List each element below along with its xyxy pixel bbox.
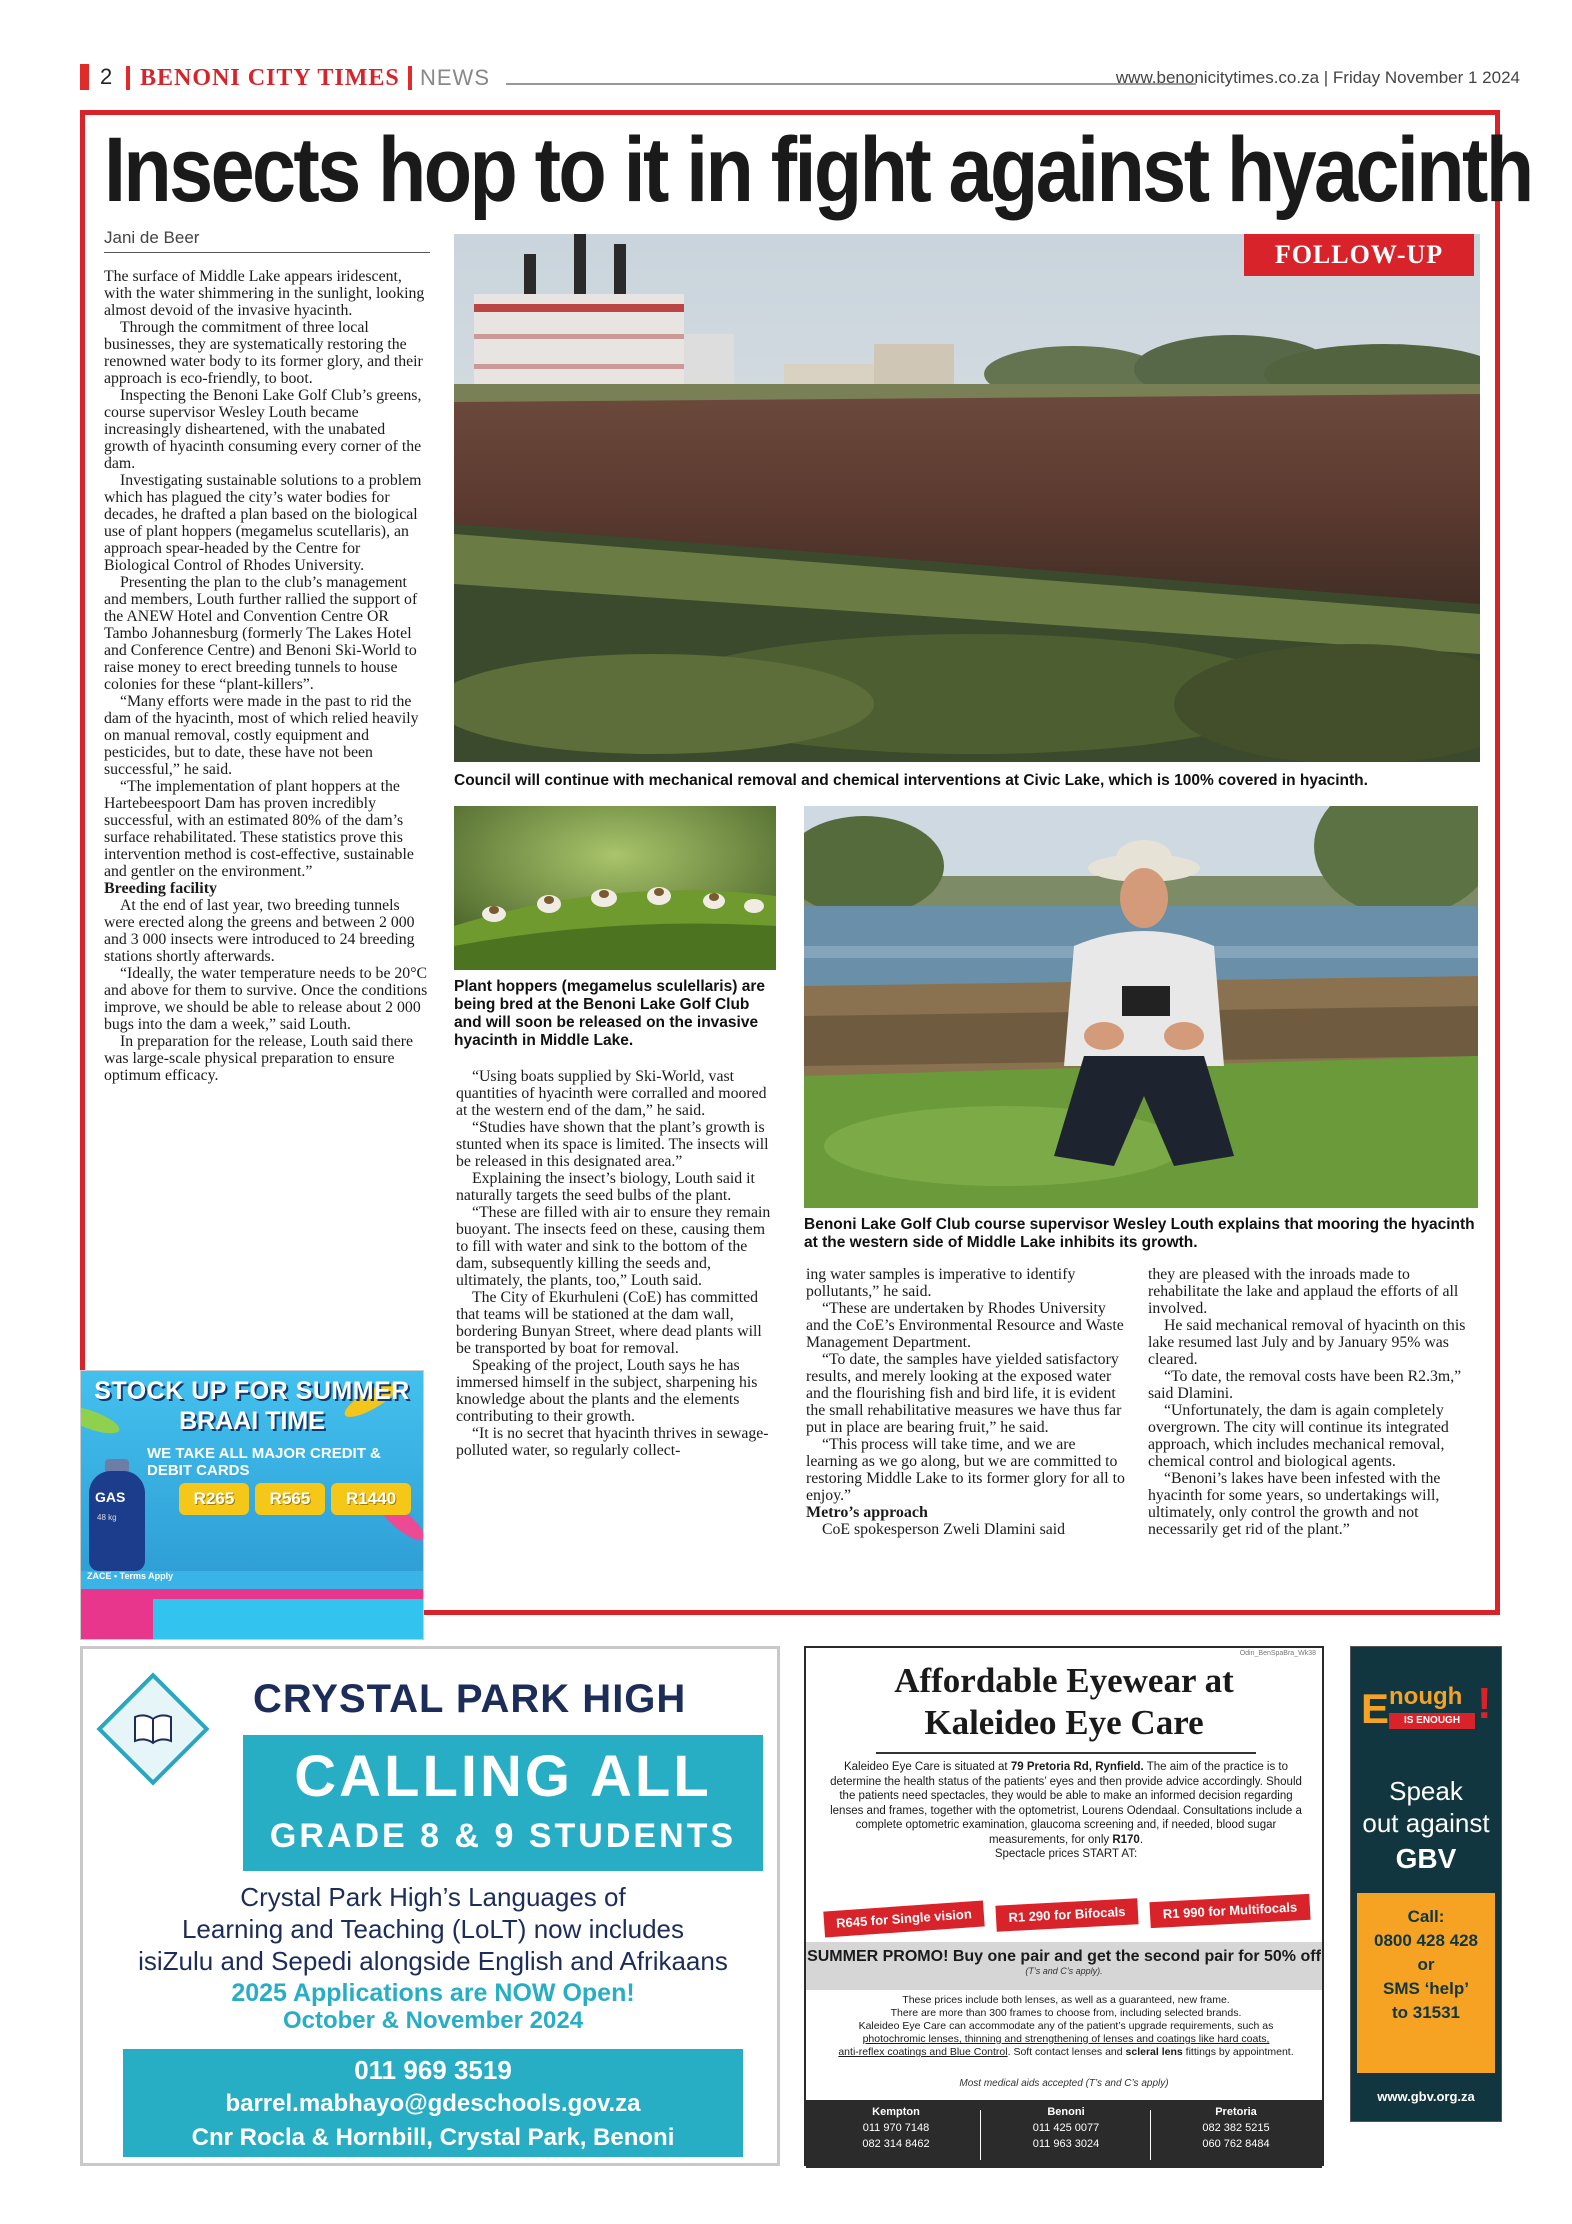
kaleideo-info (816, 1994, 1316, 2059)
intro-text: The aim of the practice is to determine the health status of the patients’ eyes and then provide advice accordingly. Should the patients need spectacles, they would be able to make an informed decision regarding lenses and frames, together with the optometrist, Lourens Odendaal. Consultations include a complete optometric examination, glaucoma screening and, if needed, blood sugar measurements, for only (830, 1761, 1302, 1846)
branch-name: Pretoria (1215, 2106, 1257, 2118)
helpline-number[interactable]: 0800 428 428 (1374, 1931, 1478, 1950)
paragraph: “Ideally, the water temperature needs to be 20°C and above for them to survive. Once the conditions improve, we should be able to release about 2 000 bugs into the dam a week,” said Louth. (104, 965, 428, 1033)
kaleideo-title-line: Affordable Eyewear at (894, 1661, 1234, 1700)
practice-address: 79 Pretoria Rd, Rynfield. (1010, 1761, 1144, 1773)
applications-open: 2025 Applications are NOW Open! (231, 1979, 635, 2007)
info-line: fittings by appointment. (1182, 2046, 1294, 2058)
title-rule (876, 1752, 1256, 1754)
school-name: CRYSTAL PARK HIGH (253, 1677, 687, 1721)
paragraph: The City of Ekurhuleni (CoE) has committed that teams will be stationed at the dam wall, bordering Bunyan Street, where dead plants will be transported by boat for removal. (456, 1289, 762, 1357)
branch-divider (980, 2110, 981, 2160)
sms-line: to 31531 (1391, 2003, 1461, 2022)
spectacle-prices (814, 1888, 1318, 1938)
masthead-red-mark (80, 64, 89, 90)
branch-name: Kempton (872, 2106, 920, 2118)
cards-accepted: WE TAKE ALL MAJOR CREDIT & DEBIT CARDS (147, 1445, 381, 1479)
paragraph: “It is no secret that hyacinth thrives in sewage-polluted water, so regularly collect- (456, 1425, 769, 1459)
info-line-underlined: anti-reflex coatings and Blue Control (838, 2046, 1008, 2058)
lake-photo (454, 234, 1480, 762)
page-number: 2 (100, 64, 113, 89)
helpline-box (1357, 1893, 1495, 2073)
masthead-divider (126, 66, 130, 90)
paragraph: “To date, the samples have yielded satisfactory results, and merely looking at the exposed water and the flourishing fish and bird life, it is evident the small rehabilitative measures we have thus far put in place are bearing fruit,” he said. (806, 1351, 1122, 1436)
braai-blue-box (153, 1599, 423, 1640)
paragraph: “These are undertaken by Rhodes University and the CoE’s Environmental Resource and Waste Management Department. (806, 1300, 1124, 1351)
article-column-4 (1148, 1266, 1478, 1611)
paragraph: The surface of Middle Lake appears iridescent, with the water shimmering in the sunlight, looking almost devoid of the invasive hyacinth. (104, 268, 425, 319)
lake-photo-image (454, 234, 1480, 762)
school-phone[interactable]: 011 969 3519 (354, 2055, 512, 2085)
gas-price: R1440 (331, 1483, 411, 1515)
paragraph: “Many efforts were made in the past to rid the dam of the hyacinth, most of which relied heavily on manual removal, costly equipment and pesticides, but to date, these have not been successful,” he said. (104, 693, 419, 778)
gas-label: GAS (95, 1489, 126, 1505)
or-label: or (1417, 1955, 1435, 1974)
branch-contacts (806, 2100, 1322, 2168)
plant-hoppers-image (454, 806, 776, 970)
subheading: Breeding facility (104, 880, 218, 897)
paragraph: Through the commitment of three local businesses, they are systematically restoring the renowned water body to its former glory, and their approach is eco-friendly, to boot. (104, 319, 423, 387)
gbv-website[interactable]: www.gbv.org.za (1377, 2089, 1475, 2104)
crystal-park-advert[interactable] (80, 1646, 780, 2166)
gas-price: R565 (255, 1483, 325, 1515)
lolt-line: Learning and Teaching (LoLT) now includes (181, 1914, 685, 1944)
kaleideo-intro (824, 1760, 1308, 1862)
paragraph: Speaking of the project, Louth says he has immersed himself in the subject, sharpening his knowledge about the plants and the elements contributing to their growth. (456, 1357, 758, 1425)
scleral-lens-text: scleral lens (1125, 2046, 1183, 2058)
article-column-2 (456, 1068, 778, 1608)
school-contact-box (123, 2049, 743, 2157)
braai-headline-1: STOCK UP FOR SUMMER (94, 1377, 410, 1405)
braai-footer: ZACE • Terms Apply (87, 1571, 174, 1581)
paragraph: ing water samples is imperative to identify pollutants,” he said. (806, 1266, 1076, 1300)
info-line: There are more than 300 frames to choose from, including selected brands. (890, 2007, 1242, 2019)
subheading: Metro’s approach (806, 1504, 928, 1521)
paragraph: CoE spokesperson Zweli Dlamini said (822, 1521, 1066, 1538)
enough-is-enough-logo (1361, 1679, 1491, 1739)
medical-aid-note: Most medical aids accepted (T’s and C’s apply) (959, 2078, 1169, 2089)
lake-photo-caption: Council will continue with mechanical removal and chemical interventions at Civic Lake, which is 100% covered in hyacinth. (454, 772, 1368, 789)
speak-out-text (1351, 1775, 1501, 1839)
ad-code: Odin_BenSpaBra_Wk38 (1239, 1650, 1316, 1657)
branch-phone[interactable]: 082 382 5215 (1202, 2122, 1270, 2134)
gbv-advert[interactable] (1350, 1646, 1502, 2122)
open-book-icon (131, 1707, 175, 1751)
branch-phone[interactable]: 011 963 3024 (1032, 2138, 1100, 2150)
paragraph: In preparation for the release, Louth said there was large-scale physical preparation to ensure optimum efficacy. (104, 1033, 413, 1084)
paragraph: Inspecting the Benoni Lake Golf Club’s greens, course supervisor Wesley Louth became increasingly disheartened, with the unabated growth of hyacinth consuming every corner of the dam. (104, 387, 422, 472)
lolt-text (103, 1881, 763, 1977)
site-and-date: www.benonicitytimes.co.za | Friday November 1 2024 (1115, 68, 1520, 87)
promo-terms: (T’s and C’s apply). (1025, 1966, 1103, 1976)
price-multifocals: R1 990 for Multifocals (1149, 1894, 1310, 1928)
branch-phone[interactable]: 082 314 8462 (862, 2138, 930, 2150)
wesley-louth-image (804, 806, 1478, 1208)
byline: Jani de Beer (104, 228, 430, 253)
masthead-rule (506, 83, 1196, 85)
calling-banner (243, 1735, 763, 1871)
kaleideo-title-line: Kaleideo Eye Care (924, 1703, 1204, 1742)
lolt-line: Crystal Park High’s Languages of (240, 1882, 626, 1912)
branch-pretoria (1156, 2104, 1316, 2152)
paragraph: Explaining the insect’s biology, Louth said it naturally targets the seed bulbs of the plant. (456, 1170, 755, 1204)
application-dates: October & November 2024 (282, 2007, 584, 2034)
paper-name: BENONI CITY TIMES (140, 65, 400, 91)
section-name: NEWS (420, 65, 490, 90)
paragraph: “This process will take time, and we are learning as we go along, but we are committed to restoring Middle Lake to its former glory for all to enjoy.” (806, 1436, 1125, 1504)
plant-hoppers-photo (454, 806, 776, 970)
spectacle-prices-heading: Spectacle prices START AT: (994, 1848, 1138, 1860)
grade-text: GRADE 8 & 9 STUDENTS (269, 1817, 737, 1855)
paragraph: “Using boats supplied by Ski-World, vast quantities of hyacinth were corralled and moored at the western end of the dam,” he said. (456, 1068, 767, 1119)
logo-exclamation: ! (1477, 1679, 1492, 1728)
logo-tagline: IS ENOUGH (1389, 1713, 1475, 1729)
promo-text: SUMMER PROMO! Buy one pair and get the second pair for 50% off (807, 1948, 1321, 1965)
branch-divider (1150, 2110, 1151, 2160)
wesley-louth-caption: Benoni Lake Golf Club course supervisor Wesley Louth explains that mooring the hyacinth at the western side of Middle Lake inhibits its growth. (804, 1216, 1475, 1251)
school-address: Cnr Rocla & Hornbill, Crystal Park, Benoni (191, 2124, 675, 2151)
logo-letter: E (1361, 1685, 1390, 1732)
article-column-1 (104, 268, 430, 1328)
article-column-3 (806, 1266, 1128, 1611)
price-single-vision: R645 for Single vision (823, 1900, 984, 1937)
paragraph: Investigating sustainable solutions to a problem which has plagued the city’s water bodies for decades, he drafted a plan based on the biological use of plant hoppers (megamelus scutellaris), an approach spear-headed by the Centre for Biological Control of Rhodes University. (104, 472, 422, 574)
paragraph: “The implementation of plant hoppers at the Hartebeespoort Dam has proven incredibly successful, with an estimated 80% of the dam’s surface rehabilitated. These statistics prove this intervention method is cost-effective, sustainable and gentler on the environment.” (104, 778, 414, 880)
speak-line: out against (1362, 1808, 1490, 1838)
gas-weight: 48 kg (97, 1513, 117, 1522)
branch-name: Benoni (1047, 2106, 1085, 2118)
info-line: These prices include both lenses, as well as a guaranteed, new frame. (902, 1994, 1230, 2006)
braai-headline-2: BRAAI TIME (179, 1407, 325, 1435)
paragraph: “Unfortunately, the dam is again completely overgrown. The city will continue its integrated approach, which includes mechanical removal, chemical control and biological agents. (1148, 1402, 1449, 1470)
branch-phone[interactable]: 011 970 7148 (862, 2122, 930, 2134)
kaleideo-advert[interactable] (804, 1646, 1324, 2166)
braai-advert[interactable] (80, 1370, 424, 1640)
info-line: Kaleideo Eye Care can accommodate any of the patient’s upgrade requirements, such as (858, 2020, 1274, 2032)
paragraph: “These are filled with air to ensure they remain buoyant. The insects feed on these, causing them to fill with water and sink to the bottom of the dam, subsequently killing the seeds and, ultimately, the plants, too,” Louth said. (456, 1204, 771, 1289)
headline: Insects hop to it in fight against hyacinth (104, 119, 1532, 221)
follow-up-label: FOLLOW-UP (1244, 234, 1474, 276)
wesley-louth-photo (804, 806, 1478, 1208)
calling-all-text: CALLING ALL (294, 1744, 712, 1809)
paragraph: He said mechanical removal of hyacinth on this lake resumed last July and by January 95% was cleared. (1148, 1317, 1466, 1368)
consultation-price: R170 (1112, 1833, 1140, 1846)
price-bifocals: R1 290 for Bifocals (995, 1898, 1138, 1931)
plant-hoppers-caption: Plant hoppers (megamelus sculellaris) are being bred at the Benoni Lake Golf Club and will soon be released on the invasive hyacinth in Middle Lake. (454, 978, 765, 1049)
sms-line: SMS ‘help’ (1383, 1979, 1469, 1998)
summer-promo (806, 1942, 1322, 1990)
logo-word: nough (1389, 1683, 1463, 1710)
masthead-divider (408, 66, 412, 90)
page-masthead (80, 62, 1520, 96)
paragraph: Presenting the plan to the club’s management and members, Louth further rallied the support of the ANEW Hotel and Convention Centre OR Tambo Johannesburg (formerly The Lakes Hotel and Conference Centre) and Benoni Ski-World to raise money to erect breeding tunnels to house colonies for these “plant-killers”. (104, 574, 418, 693)
gas-price: R265 (179, 1483, 249, 1515)
intro-text: . (1139, 1833, 1144, 1846)
info-line-underlined: photochromic lenses, thinning and strengthening of lenses and coatings like hard coats, (862, 2033, 1270, 2045)
paragraph: At the end of last year, two breeding tunnels were erected along the greens and between 2 000 and 3 000 insects were introduced to 24 breeding stations shortly afterwards. (104, 897, 415, 965)
speak-line: Speak (1389, 1776, 1463, 1806)
paragraph: “Studies have shown that the plant’s growth is stunted when its space is limited. The insects will be released in this designated area.” (456, 1119, 769, 1170)
info-line: . Soft contact lenses and (1007, 2046, 1126, 2058)
paragraph: they are pleased with the inroads made to rehabilitate the lake and applaud the efforts of all involved. (1148, 1266, 1459, 1317)
paragraph: “To date, the removal costs have been R2.3m,” said Dlamini. (1148, 1368, 1462, 1402)
branch-phone[interactable]: 060 762 8484 (1202, 2138, 1270, 2150)
intro-text: Kaleideo Eye Care is situated at (843, 1761, 1011, 1773)
branch-phone[interactable]: 011 425 0077 (1032, 2122, 1100, 2134)
school-logo (96, 1672, 209, 1785)
lolt-line: isiZulu and Sepedi alongside English and Afrikaans (138, 1946, 728, 1976)
kaleideo-title (806, 1660, 1322, 1744)
branch-kempton (816, 2104, 976, 2152)
paragraph: “Benoni’s lakes have been infested with the hyacinth for some years, so undertakings will, ultimately, only control the growth and not necessarily get rid of the plant.” (1148, 1470, 1441, 1538)
gbv-text: GBV (1395, 1843, 1457, 1874)
school-email[interactable]: barrel.mabhayo@gdeschools.gov.za (225, 2090, 641, 2117)
branch-benoni (986, 2104, 1146, 2152)
call-label: Call: (1407, 1907, 1445, 1926)
